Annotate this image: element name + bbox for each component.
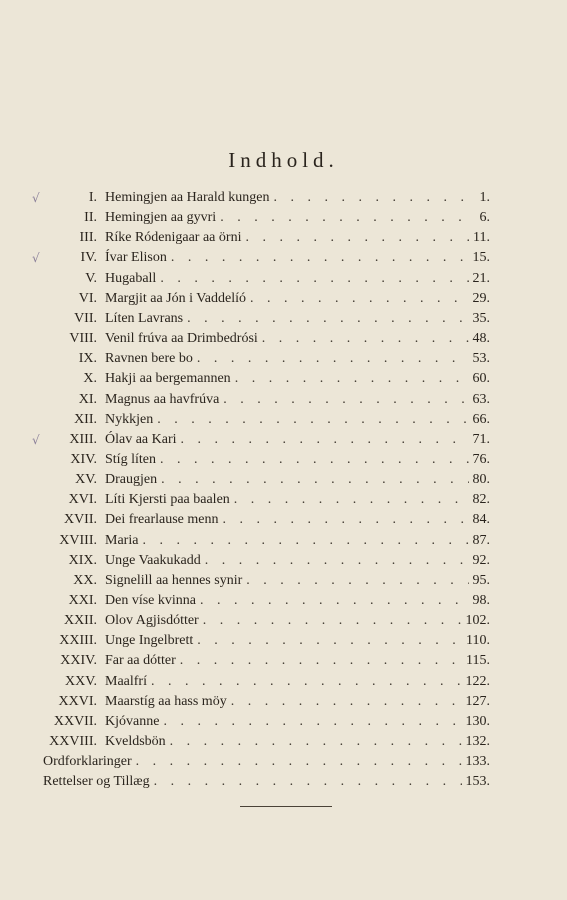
- toc-entry: [105, 732, 490, 752]
- toc-entry-title: Hemingjen aa Harald kungen: [105, 190, 270, 205]
- toc-entry-title: Ravnen bere bo: [105, 351, 193, 367]
- toc-appendix-row: [0, 772, 567, 792]
- dot-leader: [181, 430, 469, 450]
- toc-roman-numeral: IX.: [78, 351, 97, 367]
- toc-page-number: 11.: [473, 230, 490, 246]
- dot-leader: [245, 228, 469, 248]
- dot-leader: [223, 510, 469, 530]
- toc-page-number: 6.: [479, 210, 490, 226]
- toc-entry: [43, 772, 490, 792]
- toc-row: [0, 329, 567, 349]
- dot-leader: [197, 631, 462, 651]
- toc-entry: [105, 571, 490, 591]
- toc-appendix-row: [0, 752, 567, 772]
- toc-page-number: 115.: [466, 653, 490, 669]
- toc-entry-title: Hugaball: [105, 270, 157, 286]
- toc-entry: [105, 228, 490, 248]
- toc-roman-numeral: IV.: [80, 250, 97, 266]
- toc-entry-title: Maria: [105, 532, 139, 548]
- toc-row: [0, 551, 567, 571]
- toc-row: [0, 591, 567, 611]
- toc-roman-numeral: XII.: [74, 411, 97, 427]
- toc-roman-numeral: V.: [85, 270, 97, 286]
- toc-entry-title: Signelill aa hennes synir: [105, 572, 243, 588]
- dot-leader: [136, 752, 462, 772]
- toc-entry: [105, 390, 490, 410]
- toc-entry: [105, 248, 490, 268]
- toc-roman-numeral: XX.: [73, 572, 97, 588]
- toc-page-number: 110.: [466, 633, 490, 649]
- dot-leader: [197, 349, 469, 369]
- pencil-check-mark: √: [32, 191, 40, 205]
- toc-page-number: 63.: [472, 391, 490, 407]
- dot-leader: [246, 571, 468, 591]
- toc-entry-title: Margjit aa Jón i Vaddelíó: [105, 290, 247, 306]
- toc-row: [0, 410, 567, 430]
- toc-roman-numeral: VIII.: [69, 331, 97, 347]
- dot-leader: [163, 712, 461, 732]
- toc-entry-title: Den víse kvinna: [105, 593, 196, 608]
- toc-page-number: 53.: [472, 351, 490, 367]
- toc-entry: [105, 470, 490, 490]
- toc-page-number: 130.: [465, 713, 490, 729]
- toc-roman-numeral: VII.: [74, 310, 97, 326]
- toc-entry: [105, 712, 490, 732]
- toc-row: [0, 631, 567, 651]
- toc-entry-title: Magnus aa havfrúva: [105, 391, 220, 407]
- toc-roman-numeral: XVI.: [68, 492, 97, 508]
- toc-row: [0, 289, 567, 309]
- toc-entry-title: Olov Agjisdótter: [105, 613, 199, 629]
- toc-entry-title: Stíg líten: [105, 451, 156, 467]
- toc-roman-numeral: XXIII.: [59, 633, 97, 649]
- toc-row: [0, 732, 567, 752]
- toc-page-number: 21.: [472, 270, 490, 286]
- dot-leader: [200, 591, 469, 611]
- dot-leader: [203, 611, 462, 631]
- toc-entry: [105, 531, 490, 551]
- toc-page-number: 76.: [472, 451, 490, 467]
- toc-roman-numeral: XXIV.: [60, 653, 97, 669]
- dot-leader: [273, 188, 475, 208]
- toc-entry: [105, 551, 490, 571]
- toc-page-number: 60.: [472, 371, 490, 387]
- toc-entry: [105, 410, 490, 430]
- toc-roman-numeral: XVII.: [63, 512, 97, 528]
- toc-entry: [105, 651, 490, 671]
- toc-entry-title: Unge Ingelbrett: [105, 633, 194, 649]
- toc-row: [0, 672, 567, 692]
- toc-page-number: 122.: [465, 673, 490, 689]
- toc-row: [0, 228, 567, 248]
- toc-roman-numeral: XVIII.: [59, 532, 97, 548]
- toc-entry: [105, 329, 490, 349]
- dot-leader: [231, 692, 462, 712]
- dot-leader: [223, 390, 468, 410]
- toc-entry: [105, 309, 490, 329]
- toc-page-number: 98.: [472, 593, 490, 608]
- dot-leader: [151, 672, 462, 692]
- toc-page-number: 35.: [472, 310, 490, 326]
- toc-page-number: 66.: [472, 411, 490, 427]
- toc-entry-title: Líten Lavrans: [105, 310, 184, 326]
- toc-row: [0, 188, 567, 208]
- toc-entry: [105, 692, 490, 712]
- toc-entry-title: Draugjen: [105, 472, 158, 488]
- toc-page-number: 82.: [472, 492, 490, 508]
- toc-roman-numeral: X.: [83, 371, 97, 387]
- pencil-check-mark: √: [32, 251, 40, 266]
- dot-leader: [160, 450, 469, 470]
- dot-leader: [160, 269, 468, 289]
- toc-entry-title: Venil frúva aa Drimbedrósi: [105, 331, 258, 347]
- toc-roman-numeral: XIV.: [70, 451, 97, 467]
- toc-row: [0, 390, 567, 410]
- toc-row: [0, 309, 567, 329]
- toc-page-number: 102.: [465, 613, 490, 629]
- toc-row: [0, 571, 567, 591]
- dot-leader: [180, 651, 462, 671]
- toc-page-number: 132.: [465, 734, 490, 750]
- toc-row: [0, 369, 567, 389]
- toc-entry-title: Maalfrí: [105, 673, 147, 689]
- toc-entry-title: Maarstíg aa hass möy: [105, 693, 227, 709]
- toc-entry: [105, 490, 490, 510]
- toc-row: [0, 651, 567, 671]
- toc-roman-numeral: XV.: [75, 472, 97, 488]
- toc-entry-title: Kveldsbön: [105, 734, 166, 750]
- dot-leader: [250, 289, 468, 309]
- toc-entry: [105, 591, 490, 611]
- dot-leader: [157, 410, 468, 430]
- toc-row: [0, 712, 567, 732]
- toc-page-number: 71.: [472, 431, 490, 447]
- dot-leader: [187, 309, 468, 329]
- toc-entry-title: Rettelser og Tillæg: [43, 774, 150, 790]
- toc-entry: [105, 510, 490, 530]
- toc-roman-numeral: I.: [88, 190, 97, 205]
- toc-entry: [105, 369, 490, 389]
- toc-roman-numeral: III.: [79, 230, 97, 246]
- toc-page-number: 127.: [465, 693, 490, 709]
- toc-entry: [105, 631, 490, 651]
- toc-entry-title: Hakji aa bergemannen: [105, 371, 231, 387]
- toc-entry: [105, 188, 490, 208]
- toc-roman-numeral: XXV.: [64, 673, 97, 689]
- toc-row: [0, 611, 567, 631]
- toc-roman-numeral: XXVIII.: [49, 734, 97, 750]
- toc-entry-title: Ríke Ródenigaar aa örni: [105, 230, 242, 246]
- toc-entry: [105, 349, 490, 369]
- page-title: Indhold.: [228, 148, 339, 172]
- toc-page-number: 48.: [472, 331, 490, 347]
- toc-page-number: 15.: [472, 250, 490, 266]
- closing-rule: [240, 806, 332, 807]
- toc-roman-numeral: XXI.: [68, 593, 97, 608]
- toc-entry: [105, 430, 490, 450]
- toc-page-number: 84.: [472, 512, 490, 528]
- toc-page-number: 29.: [472, 290, 490, 306]
- toc-page-number: 1.: [479, 190, 490, 205]
- dot-leader: [154, 772, 462, 792]
- toc-page-number: 153.: [465, 774, 490, 790]
- dot-leader: [235, 369, 469, 389]
- toc-entry-title: Líti Kjersti paa baalen: [105, 492, 230, 508]
- toc-entry-title: Hemingjen aa gyvri: [105, 210, 217, 226]
- toc-page-number: 95.: [472, 572, 490, 588]
- toc-row: [0, 349, 567, 369]
- toc-entry-title: Ívar Elison: [105, 250, 167, 266]
- toc-row: [0, 470, 567, 490]
- dot-leader: [205, 551, 469, 571]
- toc-entry-title: Nykkjen: [105, 411, 154, 427]
- toc-row: [0, 208, 567, 228]
- toc-entry-title: Ordforklaringer: [43, 754, 132, 770]
- toc-entry: [105, 611, 490, 631]
- toc-entry-title: Kjóvanne: [105, 713, 160, 729]
- toc-roman-numeral: XIII.: [69, 431, 97, 447]
- toc-page-number: 87.: [472, 532, 490, 548]
- toc-page-number: 80.: [472, 472, 490, 488]
- toc-roman-numeral: XIX.: [68, 552, 97, 568]
- toc-entry-title: Ólav aa Kari: [105, 431, 177, 447]
- dot-leader: [262, 329, 469, 349]
- toc-entry-title: Far aa dótter: [105, 653, 176, 669]
- toc-row: [0, 490, 567, 510]
- toc-roman-numeral: XI.: [78, 391, 97, 407]
- toc-entry: [105, 208, 490, 228]
- toc-roman-numeral: XXVI.: [58, 693, 97, 709]
- toc-entry: [105, 672, 490, 692]
- toc-entry-title: Unge Vaakukadd: [105, 552, 201, 568]
- toc-row: [0, 450, 567, 470]
- dot-leader: [142, 531, 468, 551]
- toc-entry: [105, 450, 490, 470]
- toc-row: [0, 430, 567, 450]
- toc-row: [0, 248, 567, 268]
- toc-page-number: 92.: [472, 552, 490, 568]
- toc-roman-numeral: XXVII.: [53, 713, 97, 729]
- toc-roman-numeral: XXII.: [63, 613, 97, 629]
- dot-leader: [220, 208, 475, 228]
- pencil-check-mark: √: [32, 432, 40, 447]
- toc-entry-title: Dei frearlause menn: [105, 512, 219, 528]
- toc-entry: [105, 289, 490, 309]
- dot-leader: [234, 490, 469, 510]
- toc-page-number: 133.: [465, 754, 490, 770]
- dot-leader: [171, 248, 469, 268]
- toc-roman-numeral: VI.: [78, 290, 97, 306]
- toc-row: [0, 510, 567, 530]
- dot-leader: [170, 732, 462, 752]
- toc-row: [0, 269, 567, 289]
- dot-leader: [161, 470, 468, 490]
- toc-entry: [43, 752, 490, 772]
- toc-entry: [105, 269, 490, 289]
- toc-roman-numeral: II.: [84, 210, 97, 226]
- toc-row: [0, 692, 567, 712]
- toc-row: [0, 531, 567, 551]
